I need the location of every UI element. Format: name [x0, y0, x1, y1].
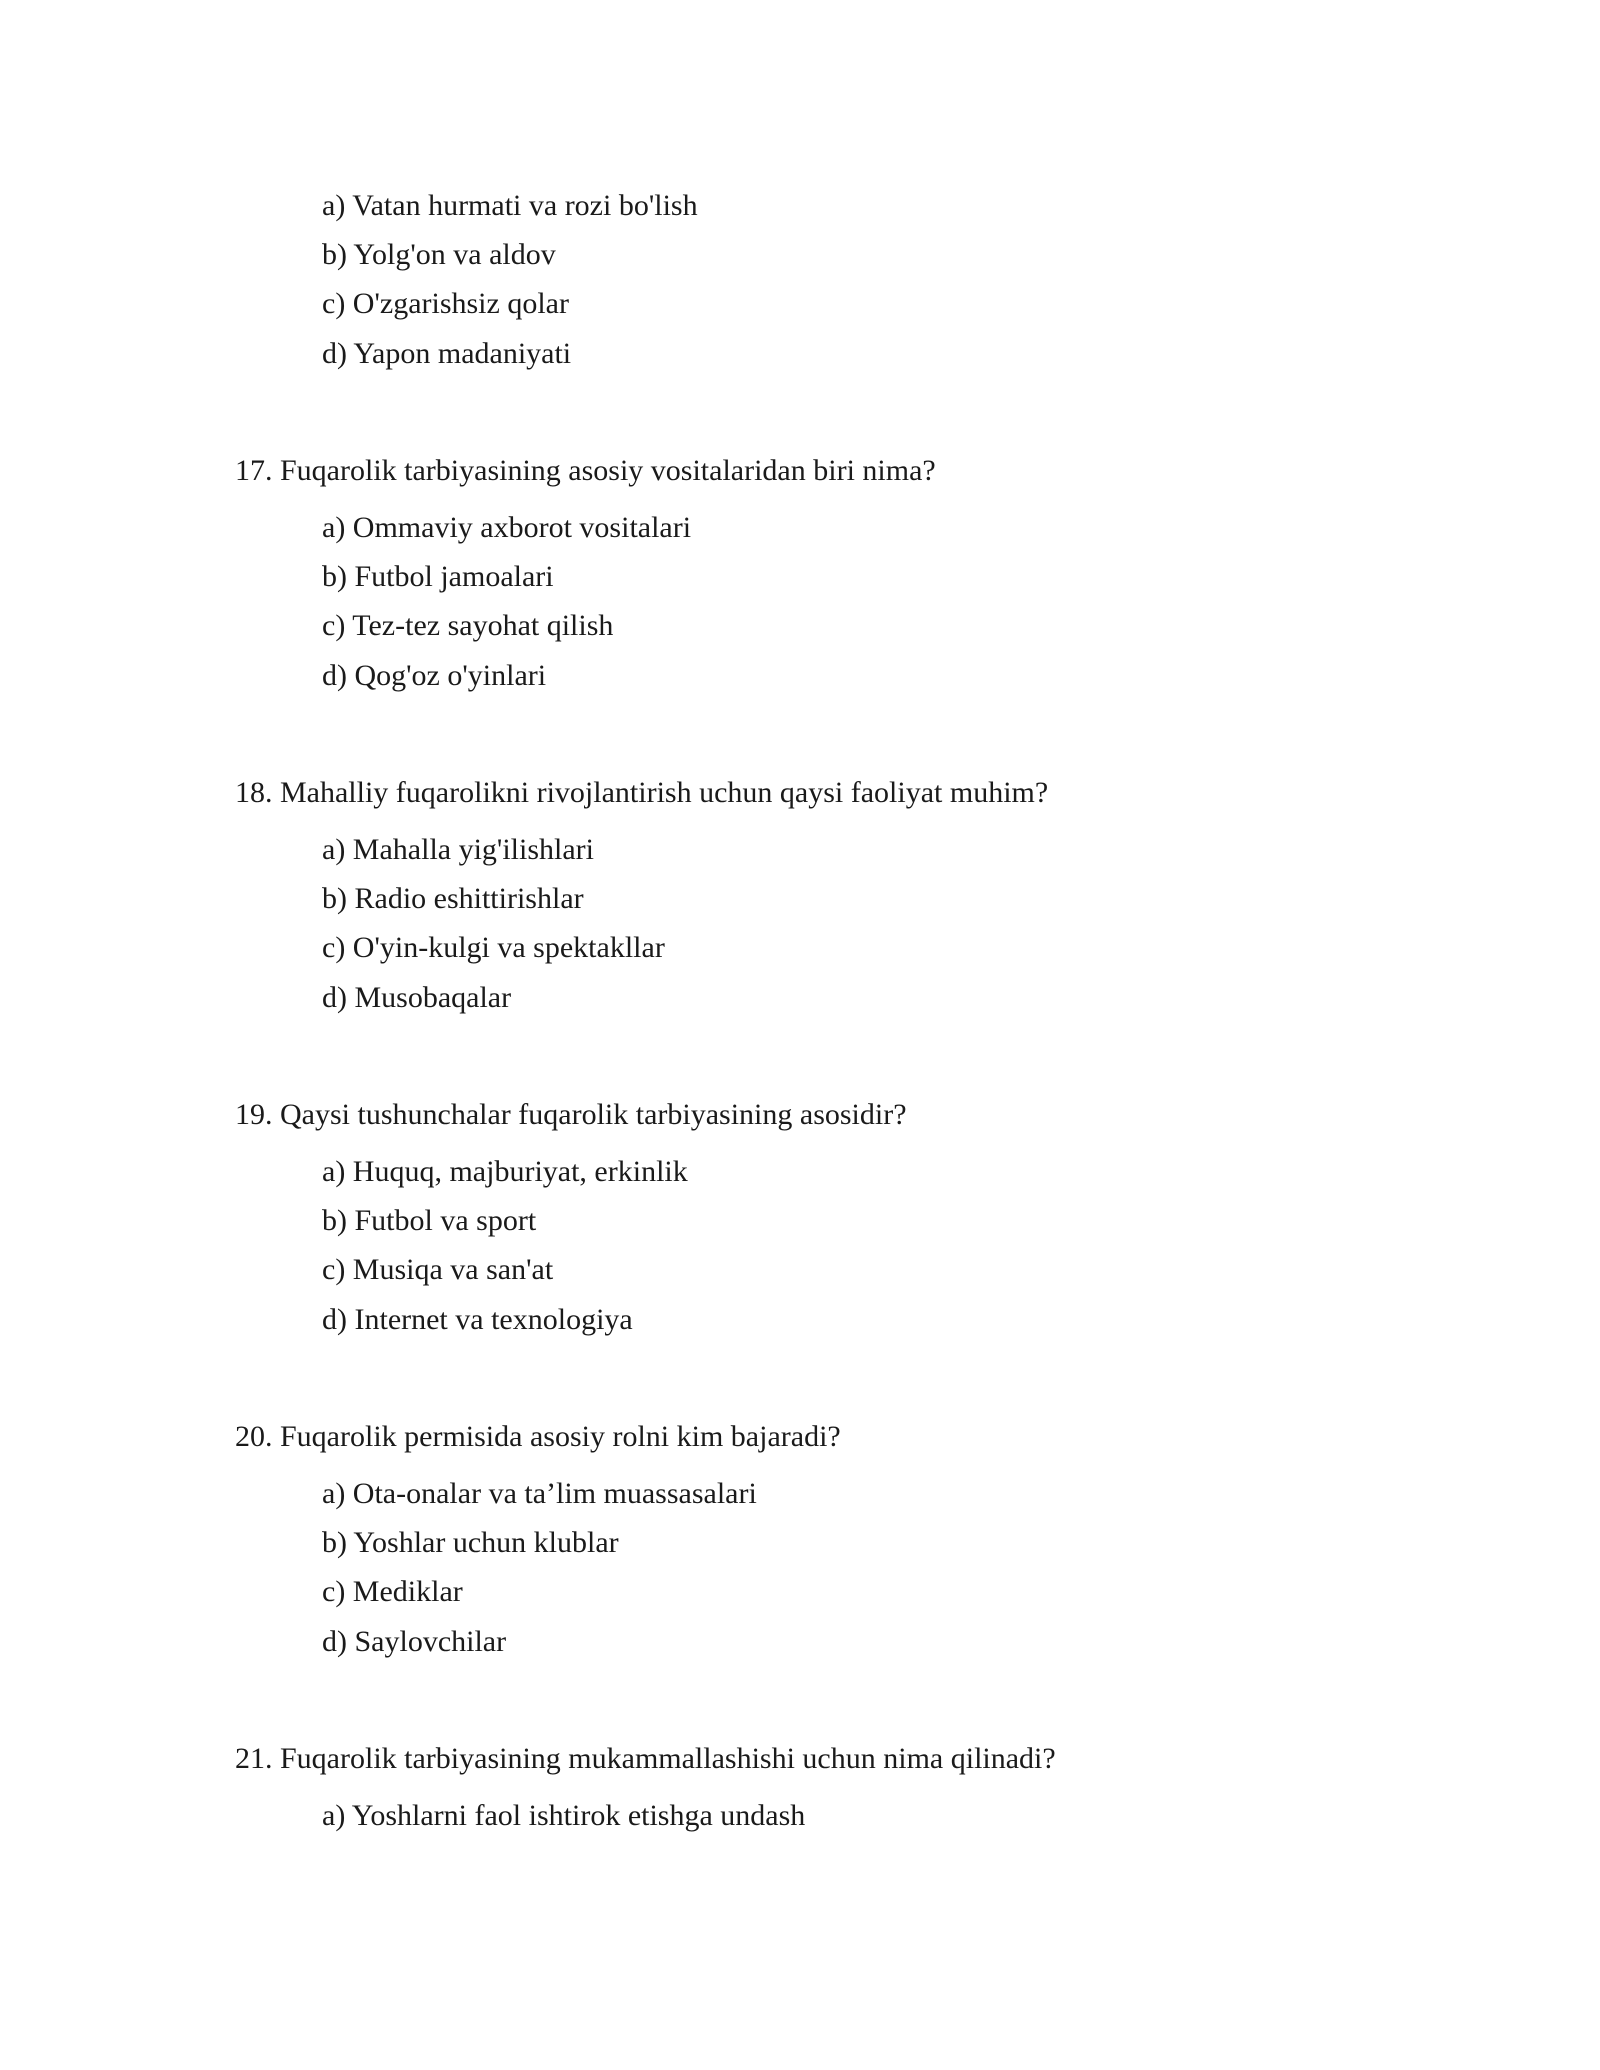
- question-17-option: c) Tez-tez sayohat qilish: [322, 609, 614, 642]
- lead-option: b) Yolg'on va aldov: [322, 238, 556, 271]
- question-17-option: b) Futbol jamoalari: [322, 560, 554, 593]
- question-19-option: c) Musiqa va san'at: [322, 1253, 554, 1286]
- question-20-option: c) Mediklar: [322, 1575, 463, 1608]
- question-18-option: d) Musobaqalar: [322, 981, 512, 1014]
- lead-option: a) Vatan hurmati va rozi bo'lish: [322, 189, 698, 222]
- lead-option: c) O'zgarishsiz qolar: [322, 287, 569, 320]
- question-18-option: b) Radio eshittirishlar: [322, 882, 584, 915]
- question-20-text: 20. Fuqarolik permisida asosiy rolni kim bajaradi?: [235, 1420, 841, 1453]
- question-20-option: b) Yoshlar uchun klublar: [322, 1526, 619, 1559]
- question-18-option: a) Mahalla yig'ilishlari: [322, 833, 594, 866]
- question-18-text: 18. Mahalliy fuqarolikni rivojlantirish uchun qaysi faoliyat muhim?: [235, 776, 1049, 809]
- question-18-option: c) O'yin-kulgi va spektakllar: [322, 931, 665, 964]
- question-17-option: d) Qog'oz o'yinlari: [322, 659, 547, 692]
- question-17-text: 17. Fuqarolik tarbiyasining asosiy vositalaridan biri nima?: [235, 454, 936, 487]
- question-19-option: b) Futbol va sport: [322, 1204, 537, 1237]
- lead-option: d) Yapon madaniyati: [322, 337, 572, 370]
- question-19-text: 19. Qaysi tushunchalar fuqarolik tarbiyasining asosidir?: [235, 1098, 907, 1131]
- question-17-option: a) Ommaviy axborot vositalari: [322, 511, 692, 544]
- question-20-option: a) Ota-onalar va ta’lim muassasalari: [322, 1477, 757, 1510]
- question-19-option: d) Internet va texnologiya: [322, 1303, 633, 1336]
- question-20-option: d) Saylovchilar: [322, 1625, 507, 1658]
- question-19-option: a) Huquq, majburiyat, erkinlik: [322, 1155, 688, 1188]
- question-21-option: a) Yoshlarni faol ishtirok etishga undash: [322, 1799, 806, 1832]
- question-21-text: 21. Fuqarolik tarbiyasining mukammallashishi uchun nima qilinadi?: [235, 1742, 1056, 1775]
